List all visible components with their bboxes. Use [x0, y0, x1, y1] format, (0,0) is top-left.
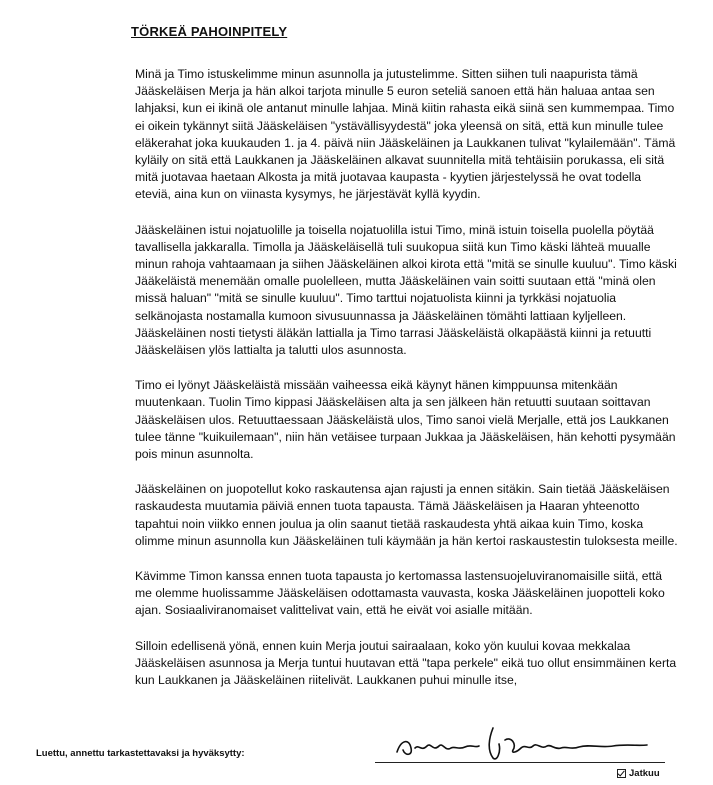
- continue-label: Jatkuu: [629, 768, 660, 779]
- paragraph-1: Minä ja Timo istuskelimme minun asunnolla ja jutustelimme. Sitten siihen tuli naapurista tämä Jääskeläisen Merja ja hän alkoi tarjota minulle 5 euron seteliä sanoen että hän haluaa antaa sen lahjaksi, kun ei ikinä ole antanut minulle lahjaa. Minä kiitin rahasta eikä siinä sen kummempaa. Timo ei oikein tykännyt siitä Jääskeläisen "ystävällisyydestä" joka yleensä on sitä, että kun minulle tulee eläkerahat joka kuukauden 1. ja 4. päivä niin Jääskeläinen ja Laukkanen tulivat "kylailemään". Tämä kyläily on sitä että Laukkanen ja Jääskeläinen alkavat suunnitella mitä tehtäisiin porukassa, eli sitä mitä juotavaa haetaan Alkosta ja mitä juotavaa kaupasta - kyytien järjestelyssä he ovat todella eteviä, aina kun on viinasta kysymys, he järjestävät kyllä kyydin.: [135, 67, 676, 202]
- approval-label: Luettu, annettu tarkastettavaksi ja hyväksytty:: [36, 748, 245, 759]
- continue-marker: [617, 768, 660, 779]
- paragraph-2: Jääskeläinen istui nojatuolille ja toisella nojatuolilla istui Timo, minä istuin toisella puolella pöytää tavallisella jakkaralla. Timolla ja Jääskeläisellä tuli suukopua siitä kun Timo käski lähteä muualle minun rahoja vahtaamaan ja siihen Jääskeläinen alkoi kirota että "mitä se sinulle kuuluu". Timo käski Jääkeläistä menemään omalle puolelleen, mutta Jääskeläinen vain soitti suutaan että "minä olen missä haluan" "mitä se sinulle kuuluu". Timo tarttui nojatuolista kiinni ja tyrkkäsi nojatuolia selkänojasta nostamalla kumoon sivusuunnassa ja Jääskeläinen tömähti lattiaan kyljelleen. Jääskeläinen nosti tietysti äläkän lattialla ja Timo tarrasi Jääskeläistä olkapäästä kiinni ja retuutti Jääskeläisen ylös lattialta ja talutti ulos asunnosta.: [135, 222, 677, 358]
- paragraph-3: Timo ei lyönyt Jääskeläistä missään vaiheessa eikä käynyt hänen kimppuunsa mitenkään muutenkaan. Tuolin Timo kippasi Jääskeläisen alta ja sen jälkeen hän retuutti suutaan soittavan Jääskeläisen ulos. Retuuttaessaan Jääskeläistä ulos, Timo sanoi vielä Merjalle, että jos Laukkanen tulee tänne "kuikuilemaan", niin hän vetäisee turpaan Jukkaa ja Jääskeläisen, hän kehotti pysymään pois minun asunnolta.: [135, 378, 676, 462]
- signature-icon: [375, 722, 665, 764]
- signature-line: [375, 762, 665, 763]
- paragraph-5: Kävimme Timon kanssa ennen tuota tapausta jo kertomassa lastensuojeluviranomaisille siitä, että me olemme huolissamme Jääskeläisen odottamasta vauvasta, koska Jääskeläinen juopotteli koko ajan. Sosiaaliviranomaiset valittelivat vain, että he eivät voi asialle mitään.: [135, 569, 665, 618]
- document-title: TÖRKEÄ PAHOINPITELY: [131, 24, 288, 39]
- paragraph-6: Silloin edellisenä yönä, ennen kuin Merja joutui sairaalaan, koko yön kuului kovaa mekkalaa Jääskeläisen asunnosa ja Merja tuntui huutavan että "tapa perkele" eikä tuo ollut ensimmäinen kerta kun Laukkanen ja Jääskeläinen riitelivät. Laukkanen puhui minulle itse,: [135, 638, 677, 688]
- document-body: [135, 66, 680, 707]
- checked-box-icon: [617, 769, 626, 778]
- paragraph-4: Jääskeläinen on juopotellut koko raskautensa ajan rajusti ja ennen sitäkin. Sain tietää Jääskeläisen raskaudesta muutamia päiviä ennen tuota tapausta. Tämä Jääskeläisen ja Haaran yhteenotto tapahtui noin viikko ennen joulua ja olin saanut tietää raskaudesta yhtä aikaa kuin Timo, koska olimme minun asunnolla kun Jääskeläinen tuli käymään ja hän kertoi raskaustestin tuloksesta meille.: [135, 482, 678, 548]
